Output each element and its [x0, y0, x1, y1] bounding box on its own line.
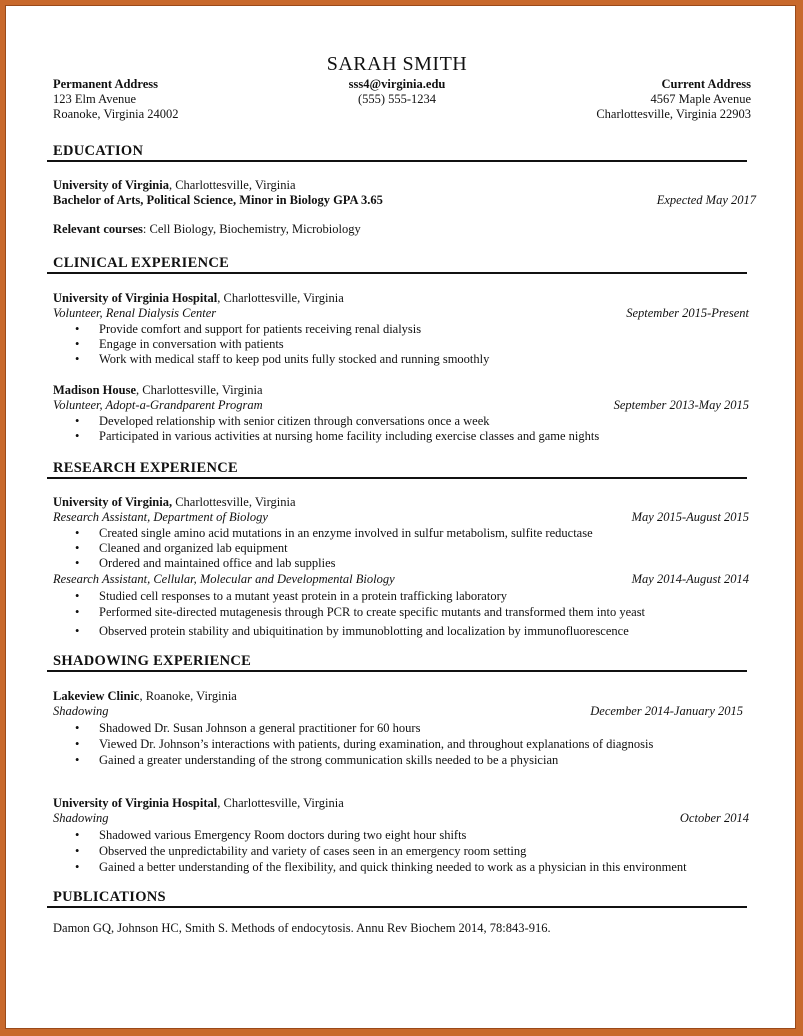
clinical-entry-date: September 2013-May 2015	[613, 398, 749, 412]
clinical-entry-org	[53, 383, 263, 398]
clinical-entry-bullets	[75, 322, 490, 367]
list-item	[75, 843, 687, 859]
courses-list: : Cell Biology, Biochemistry, Microbiology	[142, 222, 361, 236]
permanent-address-label: Permanent Address	[53, 77, 158, 91]
list-item	[75, 859, 687, 875]
degree: Bachelor of Arts, Political Science, Minor in Biology GPA 3.65	[53, 193, 383, 207]
shadowing-entry-role: Shadowing	[53, 811, 109, 825]
bullet-icon: •	[75, 526, 80, 540]
school-name: University of Virginia	[53, 178, 169, 192]
section-divider	[47, 906, 747, 908]
bullet-text: Gained a better understanding of the flexibility, and quick thinking needed to work as a physician in this environment	[99, 860, 687, 874]
bullet-icon: •	[75, 737, 80, 751]
publications-heading: PUBLICATIONS	[53, 889, 166, 905]
research-role-bullets	[75, 526, 593, 571]
list-item	[75, 588, 645, 604]
bullet-icon: •	[75, 828, 80, 842]
bullet-text: Observed the unpredictability and variety of cases seen in an emergency room setting	[99, 844, 527, 858]
courses-label: Relevant courses	[53, 222, 143, 236]
shadowing-entry-date: December 2014-January 2015	[590, 704, 743, 718]
shadowing-entry-org	[53, 689, 237, 704]
org-location: , Roanoke, Virginia	[139, 689, 237, 703]
list-item	[75, 752, 653, 768]
research-org	[53, 495, 296, 510]
permanent-address-line2: Roanoke, Virginia 24002	[53, 107, 179, 121]
bullet-icon: •	[75, 589, 80, 603]
bullet-text: Shadowed Dr. Susan Johnson a general practitioner for 60 hours	[99, 721, 421, 735]
clinical-entry-role: Volunteer, Renal Dialysis Center	[53, 306, 217, 320]
org-location: , Charlottesville, Virginia	[217, 291, 344, 305]
shadowing-heading: SHADOWING EXPERIENCE	[53, 653, 252, 669]
bullet-text: Cleaned and organized lab equipment	[99, 541, 288, 555]
bullet-icon: •	[75, 605, 80, 619]
list-item	[75, 352, 490, 367]
clinical-entry-org	[53, 291, 344, 306]
publication-citation: Damon GQ, Johnson HC, Smith S. Methods of endocytosis. Annu Rev Biochem 2014, 78:843-916.	[53, 921, 551, 935]
org-location: , Charlottesville, Virginia	[217, 796, 344, 810]
bullet-icon: •	[75, 844, 80, 858]
phone-number: (555) 555-1234	[357, 92, 437, 106]
bullet-text: Viewed Dr. Johnson’s interactions with patients, during examination, and throughout explanations of diagnosis	[99, 737, 654, 751]
org-location: , Charlottesville, Virginia	[136, 383, 263, 397]
shadowing-entry-org	[53, 796, 344, 811]
bullet-icon: •	[75, 541, 80, 555]
current-address-line2: Charlottesville, Virginia 22903	[596, 107, 751, 121]
list-item	[75, 720, 653, 736]
list-item	[75, 526, 593, 541]
research-role: Research Assistant, Cellular, Molecular and Developmental Biology	[53, 572, 395, 586]
bullet-text: Studied cell responses to a mutant yeast protein in a protein trafficking laboratory	[99, 589, 507, 603]
bullet-icon: •	[75, 352, 80, 366]
bullet-icon: •	[75, 624, 80, 638]
bullet-text: Observed protein stability and ubiquitination by immunoblotting and localization by immunofluorescence	[99, 624, 629, 638]
list-item	[75, 429, 600, 444]
bullet-icon: •	[75, 429, 80, 443]
bullet-text: Engage in conversation with patients	[99, 337, 284, 351]
bullet-icon: •	[75, 753, 80, 767]
graduation-date: Expected May 2017	[656, 193, 756, 207]
bullet-icon: •	[75, 322, 80, 336]
education-heading: EDUCATION	[53, 143, 144, 159]
list-item	[75, 827, 687, 843]
section-divider	[47, 477, 747, 479]
bullet-icon: •	[75, 860, 80, 874]
section-divider	[47, 272, 747, 274]
school-location: , Charlottesville, Virginia	[168, 178, 296, 192]
bullet-text: Ordered and maintained office and lab supplies	[99, 556, 336, 570]
bullet-text: Created single amino acid mutations in an enzyme involved in sulfur metabolism, sulfite reductase	[99, 526, 593, 540]
clinical-entry-role: Volunteer, Adopt-a-Grandparent Program	[53, 398, 263, 412]
list-item	[75, 736, 654, 752]
shadowing-entry-role: Shadowing	[53, 704, 109, 718]
bullet-text: Shadowed various Emergency Room doctors during two eight hour shifts	[99, 828, 467, 842]
email-address[interactable]: sss4@virginia.edu	[348, 77, 446, 91]
section-divider	[47, 670, 747, 672]
bullet-icon: •	[75, 721, 80, 735]
current-address-label: Current Address	[661, 77, 751, 91]
clinical-heading: CLINICAL EXPERIENCE	[53, 255, 230, 271]
section-divider	[47, 160, 747, 162]
org-name: University of Virginia Hospital	[53, 796, 218, 810]
relevant-courses	[53, 222, 361, 237]
bullet-text: Provide comfort and support for patients receiving renal dialysis	[99, 322, 422, 336]
research-role-date: May 2015-August 2015	[631, 510, 749, 524]
org-name: University of Virginia Hospital	[53, 291, 218, 305]
research-heading: RESEARCH EXPERIENCE	[53, 460, 238, 476]
list-item	[75, 604, 646, 621]
bullet-icon: •	[75, 337, 80, 351]
bullet-text: Participated in various activities at nursing home facility including exercise classes and game nights	[99, 429, 600, 443]
org-name: University of Virginia,	[53, 495, 173, 509]
bullet-icon: •	[75, 556, 80, 570]
list-item	[75, 337, 489, 352]
list-item	[75, 414, 599, 429]
org-name: Madison House	[53, 383, 137, 397]
bullet-text: Work with medical staff to keep pod units fully stocked and running smoothly	[99, 352, 490, 366]
org-location: Charlottesville, Virginia	[172, 495, 296, 509]
research-role-date: May 2014-August 2014	[631, 572, 749, 586]
research-role: Research Assistant, Department of Biology	[53, 510, 268, 524]
research-role-bullets	[75, 588, 646, 641]
clinical-entry-date: September 2015-Present	[626, 306, 749, 320]
list-item	[75, 322, 489, 337]
applicant-name: SARAH SMITH	[326, 53, 468, 75]
bullet-icon: •	[75, 414, 80, 428]
list-item	[75, 556, 593, 571]
list-item	[75, 621, 645, 641]
shadowing-entry-date: October 2014	[679, 811, 749, 825]
shadowing-entry-bullets	[75, 720, 654, 768]
list-item	[75, 541, 593, 556]
clinical-entry-bullets	[75, 414, 600, 444]
bullet-text: Performed site-directed mutagenesis through PCR to create specific mutants and transformed them into yeast	[99, 605, 646, 619]
shadowing-entry-bullets	[75, 827, 687, 875]
org-name: Lakeview Clinic	[53, 689, 140, 703]
permanent-address-line1: 123 Elm Avenue	[53, 92, 137, 106]
current-address-line1: 4567 Maple Avenue	[650, 92, 751, 106]
bullet-text: Developed relationship with senior citizen through conversations once a week	[99, 414, 490, 428]
education-school-line	[53, 178, 296, 193]
bullet-text: Gained a greater understanding of the strong communication skills needed to be a physician	[99, 753, 559, 767]
